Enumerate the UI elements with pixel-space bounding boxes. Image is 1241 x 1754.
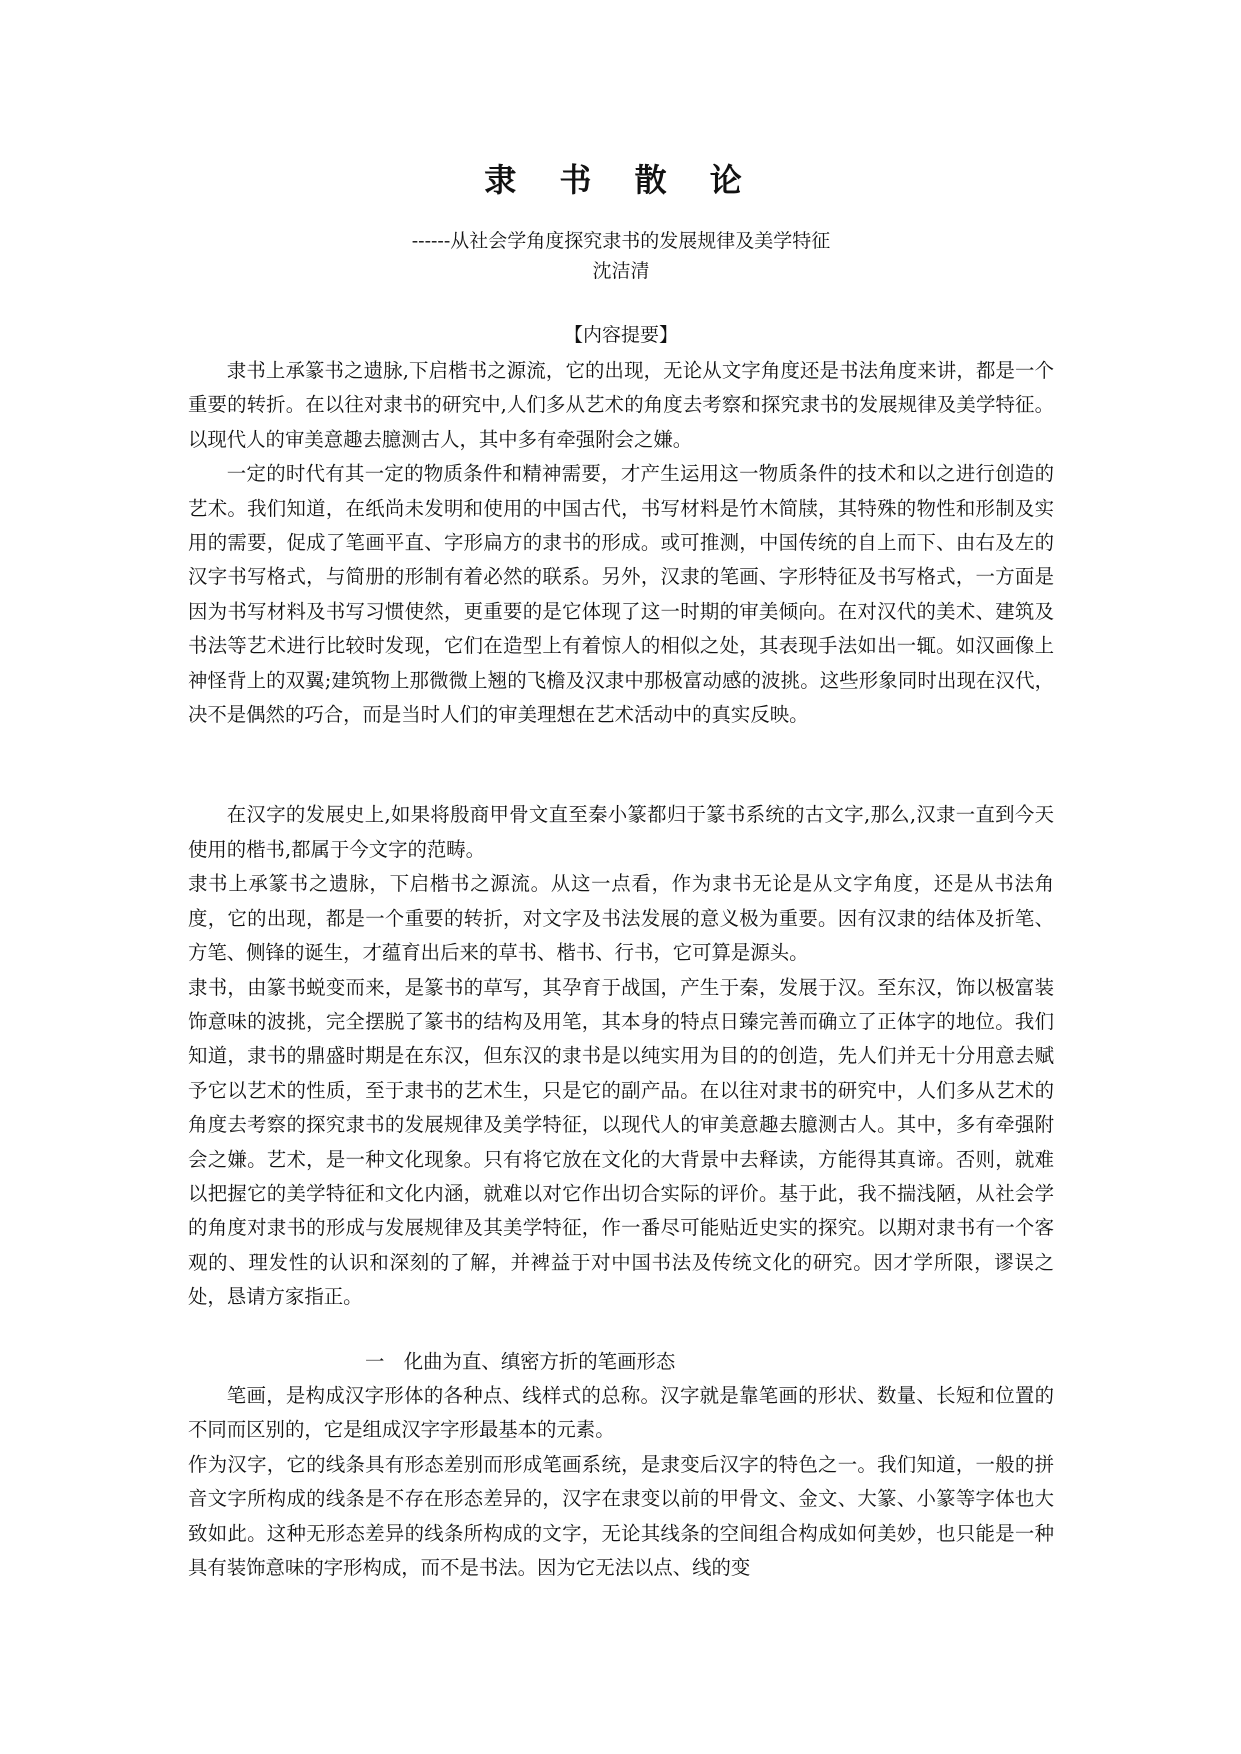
intro-paragraph: 在汉字的发展史上,如果将殷商甲骨文直至秦小篆都归于篆书系统的古文字,那么,汉隶一直到今天使用的楷书,都属于今文字的范畴。 [188,803,1054,861]
document-page [188,160,1054,1585]
document-title: 隶 书 散 论 [484,161,758,199]
document-subtitle: ------从社会学角度探究隶书的发展规律及美学特征 [411,230,831,252]
section-paragraph: 作为汉字，它的线条具有形态差别而形成笔画系统，是隶变后汉字的特色之一。我们知道，一般的拼音文字所构成的线条是不存在形态差异的，汉字在隶变以前的甲骨文、金文、大篆、小篆等字体也大致如此。这种无形态差异的线条所构成的文字，无论其线条的空间组合构成如何美妙，也只能是一种具有装饰意味的字形构成，而不是书法。因为它无法以点、线的变 [188,1452,1054,1579]
section-heading: 一 化曲为直、缜密方折的笔画形态 [365,1349,676,1373]
section-gap [188,1315,1054,1345]
abstract-paragraph: 一定的时代有其一定的物质条件和精神需要，才产生运用这一物质条件的技术和以之进行创造的艺术。我们知道，在纸尚未发明和使用的中国古代，书写材料是竹木简牍，其特殊的物性和形制及实用的需要，促成了笔画平直、字形扁方的隶书的形成。或可推测，中国传统的自上而下、由右及左的汉字书写格式，与简册的形制有着必然的联系。另外，汉隶的笔画、字形特征及书写格式，一方面是因为书写材料及书写习惯使然，更重要的是它体现了这一时期的审美倾向。在对汉代的美术、建筑及书法等艺术进行比较时发现，它们在造型上有着惊人的相似之处，其表现手法如出一辄。如汉画像上神怪背上的双翼;建筑物上那微微上翘的飞檐及汉隶中那极富动感的波挑。这些形象同时出现在汉代，决不是偶然的巧合，而是当时人们的审美理想在艺术活动中的真实反映。 [188,462,1054,727]
abstract-heading: 【内容提要】 [563,324,678,346]
intro-paragraph: 隶书上承篆书之遗脉，下启楷书之源流。从这一点看，作为隶书无论是从文字角度，还是从书法角度，它的出现，都是一个重要的转折，对文字及书法发展的意义极为重要。因有汉隶的结体及折笔、方笔、侧锋的诞生，才蕴育出后来的草书、楷书、行书，它可算是源头。 [188,872,1054,965]
section-paragraph: 笔画，是构成汉字形体的各种点、线样式的总称。汉字就是靠笔画的形状、数量、长短和位置的不同而区别的，它是组成汉字字形最基本的元素。 [188,1383,1054,1442]
intro-paragraph: 隶书，由篆书蜕变而来，是篆书的草写，其孕育于战国，产生于秦，发展于汉。至东汉，饰以极富装饰意味的波挑，完全摆脱了篆书的结构及用笔，其本身的特点日臻完善而确立了正体字的地位。我们知道，隶书的鼎盛时期是在东汉，但东汉的隶书是以纯实用为目的的创造，先人们并无十分用意去赋予它以艺术的性质，至于隶书的艺术生，只是它的副产品。在以往对隶书的研究中，人们多从艺术的角度去考察的探究隶书的发展规律及美学特征，以现代人的审美意趣去臆测古人。其中，多有牵强附会之嫌。艺术，是一种文化现象。只有将它放在文化的大背景中去释读，方能得其真谛。否则，就难以把握它的美学特征和文化内涵，就难以对它作出切合实际的评价。基于此，我不揣浅陋，从社会学的角度对隶书的形成与发展规律及其美学特征，作一番尽可能贴近史实的探究。以期对隶书有一个客观的、理发性的认识和深刻的了解，并裨益于对中国书法及传统文化的研究。因才学所限，谬误之处，恳请方家指正。 [188,975,1054,1309]
abstract-paragraph: 隶书上承篆书之遗脉,下启楷书之源流，它的出现，无论从文字角度还是书法角度来讲，都是一个重要的转折。在以往对隶书的研究中,人们多从艺术的角度去考察和探究隶书的发展规律及美学特征。以现代人的审美意趣去臆测古人，其中多有牵强附会之嫌。 [188,359,1054,451]
document-author: 沈洁清 [592,260,650,282]
section-gap [188,732,1054,798]
